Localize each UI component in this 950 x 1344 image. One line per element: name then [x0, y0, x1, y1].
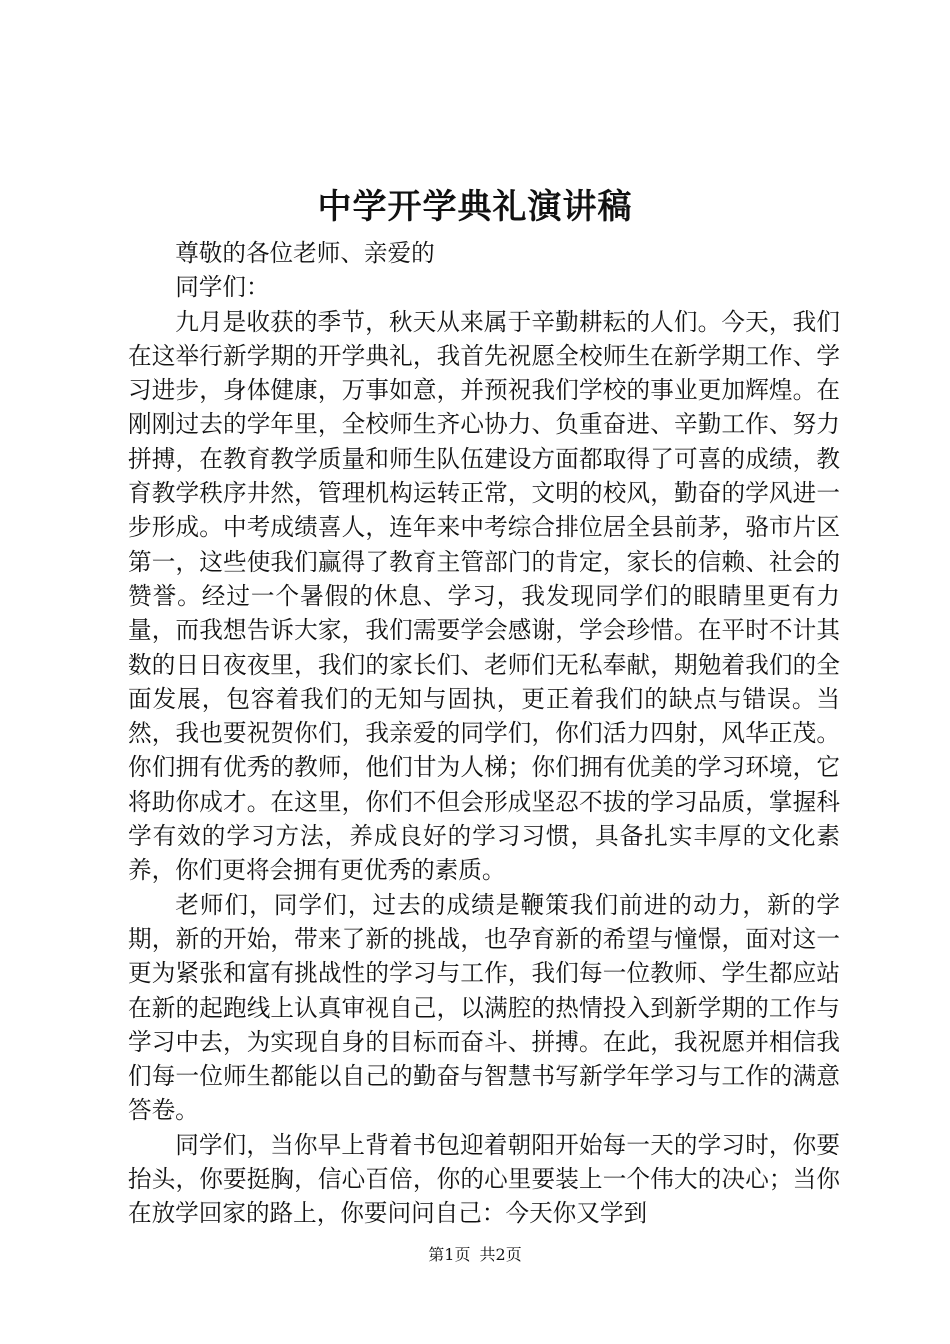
- salutation-line-2: 同学们：: [175, 273, 270, 302]
- page-number: 第1页: [428, 1245, 471, 1264]
- paragraph-1: 九月是收获的季节，秋天从来属于辛勤耕耘的人们。今天，我们在这举行新学期的开学典礼，我首先祝愿全校师生在新学期工作、学习进步，身体健康，万事如意，并预祝我们学校的事业更加辉煌。在刚刚过去的学年里，全校师生齐心协力、负重奋进、辛勤工作、努力拼搏，在教育教学质量和师生队伍建设方面都取得了可喜的成绩，教育教学秩序井然，管理机构运转正常，文明的校风，勤奋的学风进一步形成。中考成绩喜人，连年来中考综合排位居全县前茅，骆市片区第一，这些使我们赢得了教育主管部门的肯定，家长的信赖、社会的赞誉。经过一个暑假的休息、学习，我发现同学们的眼睛里更有力量，而我想告诉大家，我们需要学会感谢，学会珍惜。在平时不计其数的日日夜夜里，我们的家长们、老师们无私奉献，期勉着我们的全面发展，包容着我们的无知与固执，更正着我们的缺点与错误。当然，我也要祝贺你们，我亲爱的同学们，你们活力四射，风华正茂。你们拥有优秀的教师，他们甘为人梯；你们拥有优美的学习环境，它将助你成才。在这里，你们不但会形成坚忍不拔的学习品质，掌握科学有效的学习方法，养成良好的学习习惯，具备扎实丰厚的文化素养，你们更将会拥有更优秀的素质。: [128, 307, 840, 885]
- document-body: [128, 236, 840, 1231]
- page-total: 共2页: [479, 1245, 522, 1264]
- page-footer: [0, 1244, 950, 1266]
- document-title: 中学开学典礼演讲稿: [317, 187, 633, 227]
- salutation-line-1: 尊敬的各位老师、亲爱的: [175, 239, 435, 267]
- paragraph-2: 老师们，同学们，过去的成绩是鞭策我们前进的动力，新的学期，新的开始，带来了新的挑战，也孕育新的希望与憧憬，面对这一更为紧张和富有挑战性的学习与工作，我们每一位教师、学生都应站在新的起跑线上认真审视自己，以满腔的热情投入到新学期的工作与学习中去，为实现自身的目标而奋斗、拼搏。在此，我祝愿并相信我们每一位师生都能以自己的勤奋与智慧书写新学年学习与工作的满意答卷。: [128, 890, 840, 1125]
- paragraph-3: 同学们，当你早上背着书包迎着朝阳开始每一天的学习时，你要抬头，你要挺胸，信心百倍，你的心里要装上一个伟大的决心；当你在放学回家的路上，你要问问自己：今天你又学到: [128, 1130, 840, 1228]
